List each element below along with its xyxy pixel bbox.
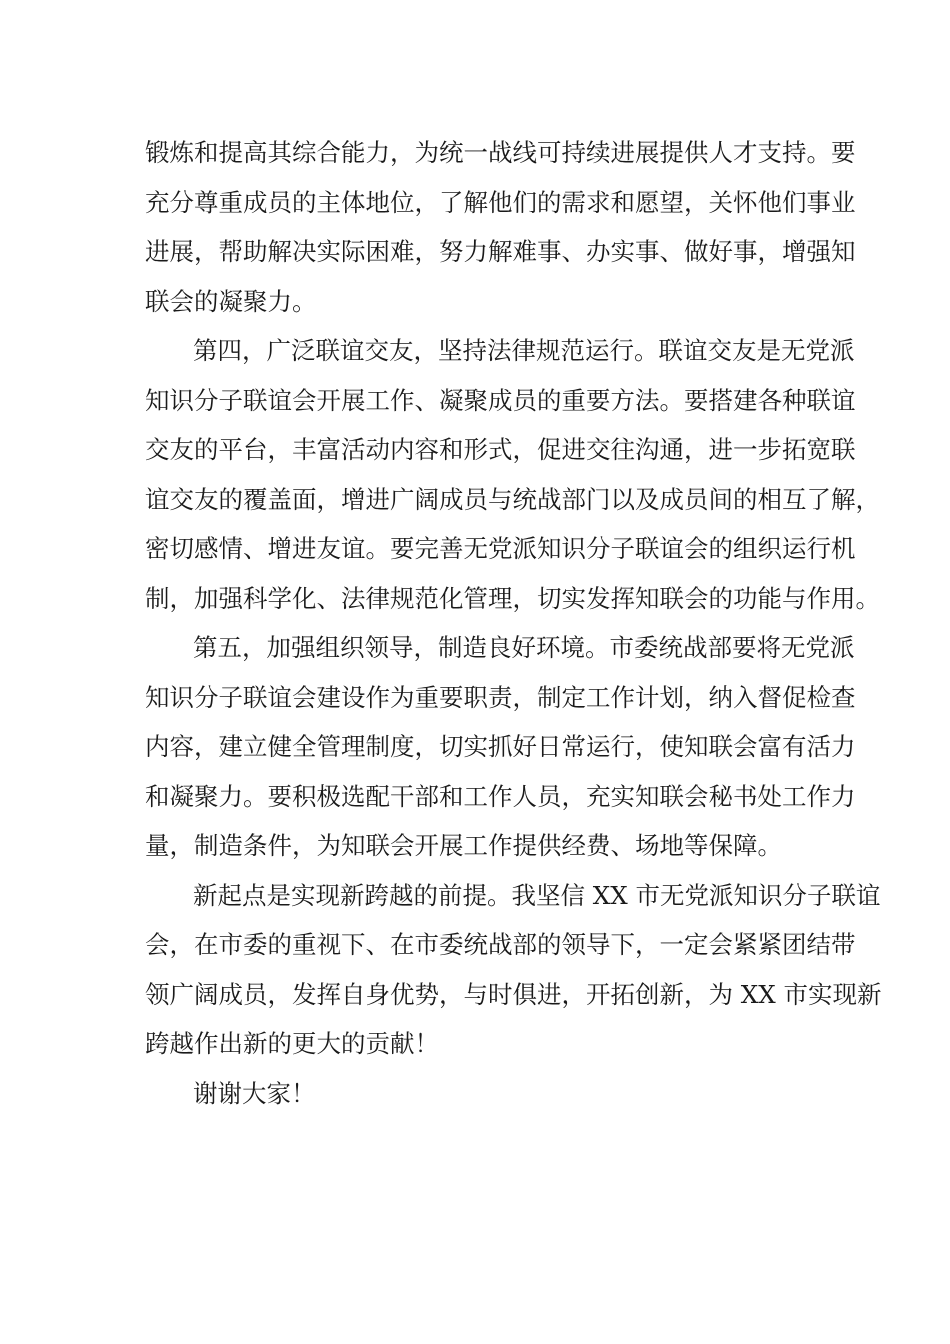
text-line: 知识分子联谊会开展工作、凝聚成员的重要方法。要搭建各种联谊 bbox=[145, 385, 856, 415]
text-line: 制，加强科学化、法律规范化管理，切实发挥知联会的功能与作用。 bbox=[145, 583, 880, 613]
text-line: 量，制造条件，为知联会开展工作提供经费、场地等保障。 bbox=[145, 831, 782, 860]
text-line: 联会的凝聚力。 bbox=[145, 286, 317, 316]
text-line: 跨越作出新的更大的贡献！ bbox=[145, 1029, 439, 1058]
paragraph-start-line: 第四，广泛联谊交友，坚持法律规范运行。联谊交友是无党派 bbox=[193, 336, 855, 365]
text-line: 锻炼和提高其综合能力，为统一战线可持续进展提供人才支持。要 bbox=[145, 138, 856, 167]
text-line: 知识分子联谊会建设作为重要职责，制定工作计划，纳入督促检查 bbox=[145, 682, 856, 712]
closing-line: 谢谢大家！ bbox=[193, 1078, 316, 1108]
text-line: 密切感情、增进友谊。要完善无党派知识分子联谊会的组织运行机 bbox=[145, 534, 856, 563]
text-line: 充分尊重成员的主体地位，了解他们的需求和愿望，关怀他们事业 bbox=[145, 187, 856, 217]
text-line: 领广阔成员，发挥自身优势，与时俱进，开拓创新，为 XX 市实现新 bbox=[145, 979, 882, 1009]
paragraph-start-line: 新起点是实现新跨越的前提。我坚信 XX 市无党派知识分子联谊 bbox=[193, 880, 881, 910]
text-line: 和凝聚力。要积极选配干部和工作人员，充实知联会秘书处工作力 bbox=[145, 781, 856, 811]
paragraph-start-line: 第五，加强组织领导，制造良好环境。市委统战部要将无党派 bbox=[193, 633, 855, 662]
document-body bbox=[145, 128, 882, 1118]
text-line: 谊交友的覆盖面，增进广阔成员与统战部门以及成员间的相互了解， bbox=[145, 484, 880, 514]
text-line: 交友的平台，丰富活动内容和形式，促进交往沟通，进一步拓宽联 bbox=[145, 435, 856, 464]
text-line: 进展，帮助解决实际困难，努力解难事、办实事、做好事，增强知 bbox=[145, 237, 856, 266]
text-line: 内容，建立健全管理制度，切实抓好日常运行，使知联会富有活力 bbox=[145, 732, 856, 761]
text-line: 会，在市委的重视下、在市委统战部的领导下，一定会紧紧团结带 bbox=[145, 930, 856, 959]
